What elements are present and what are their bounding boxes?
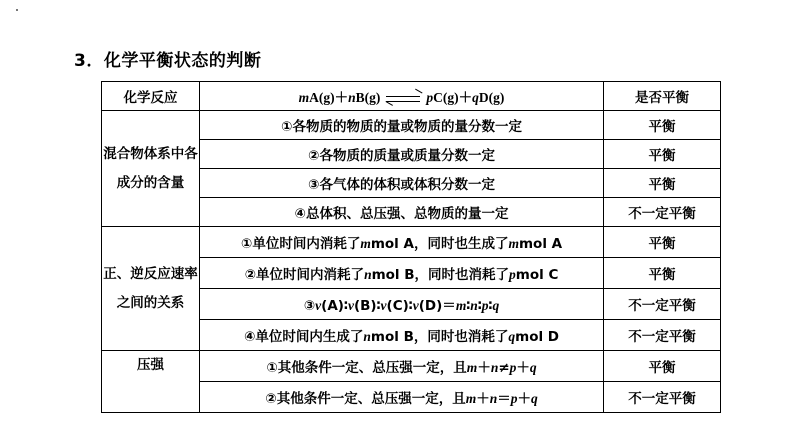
header-is-equilibrium: 是否平衡 — [604, 82, 721, 111]
result-cell: 平衡 — [604, 227, 721, 258]
corner-dot — [16, 9, 18, 11]
category-rate: 正、逆反应速率之间的关系 — [102, 227, 200, 351]
condition-cell: ③各气体的体积或体积分数一定 — [200, 169, 604, 198]
result-cell: 不一定平衡 — [604, 289, 721, 320]
equilibrium-table — [101, 81, 721, 413]
result-cell: 不一定平衡 — [604, 320, 721, 351]
result-cell: 平衡 — [604, 140, 721, 169]
equilibrium-arrow-icon — [384, 94, 422, 104]
result-cell: 平衡 — [604, 169, 721, 198]
condition-cell: ①各物质的物质的量或物质的量分数一定 — [200, 111, 604, 140]
condition-cell: ③v(A)∶v(B)∶v(C)∶v(D)＝m∶n∶p∶q — [200, 289, 604, 320]
condition-cell: ①其他条件一定、总压强一定，且m＋n≠p＋q — [200, 351, 604, 382]
table-row — [102, 111, 721, 140]
header-reaction: 化学反应 — [102, 82, 200, 111]
condition-cell: ①单位时间内消耗了mmol A，同时也生成了mmol A — [200, 227, 604, 258]
section-heading: 3．化学平衡状态的判断 — [74, 51, 262, 71]
result-cell: 平衡 — [604, 258, 721, 289]
category-content: 混合物体系中各成分的含量 — [102, 111, 200, 227]
condition-cell: ④总体积、总压强、总物质的量一定 — [200, 198, 604, 227]
category-pressure: 压强 — [102, 351, 200, 413]
result-cell: 平衡 — [604, 111, 721, 140]
condition-cell: ②其他条件一定、总压强一定，且m＋n＝p＋q — [200, 382, 604, 413]
table-row — [102, 227, 721, 258]
condition-cell: ②各物质的质量或质量分数一定 — [200, 140, 604, 169]
condition-cell: ②单位时间内消耗了nmol B，同时也消耗了pmol C — [200, 258, 604, 289]
result-cell: 平衡 — [604, 351, 721, 382]
condition-cell: ④单位时间内生成了nmol B，同时也消耗了qmol D — [200, 320, 604, 351]
table-row — [102, 351, 721, 382]
result-cell: 不一定平衡 — [604, 382, 721, 413]
reaction-equation: mA(g)＋nB(g) pC(g)＋qD(g) — [200, 82, 604, 111]
result-cell: 不一定平衡 — [604, 198, 721, 227]
header-row — [102, 82, 721, 111]
